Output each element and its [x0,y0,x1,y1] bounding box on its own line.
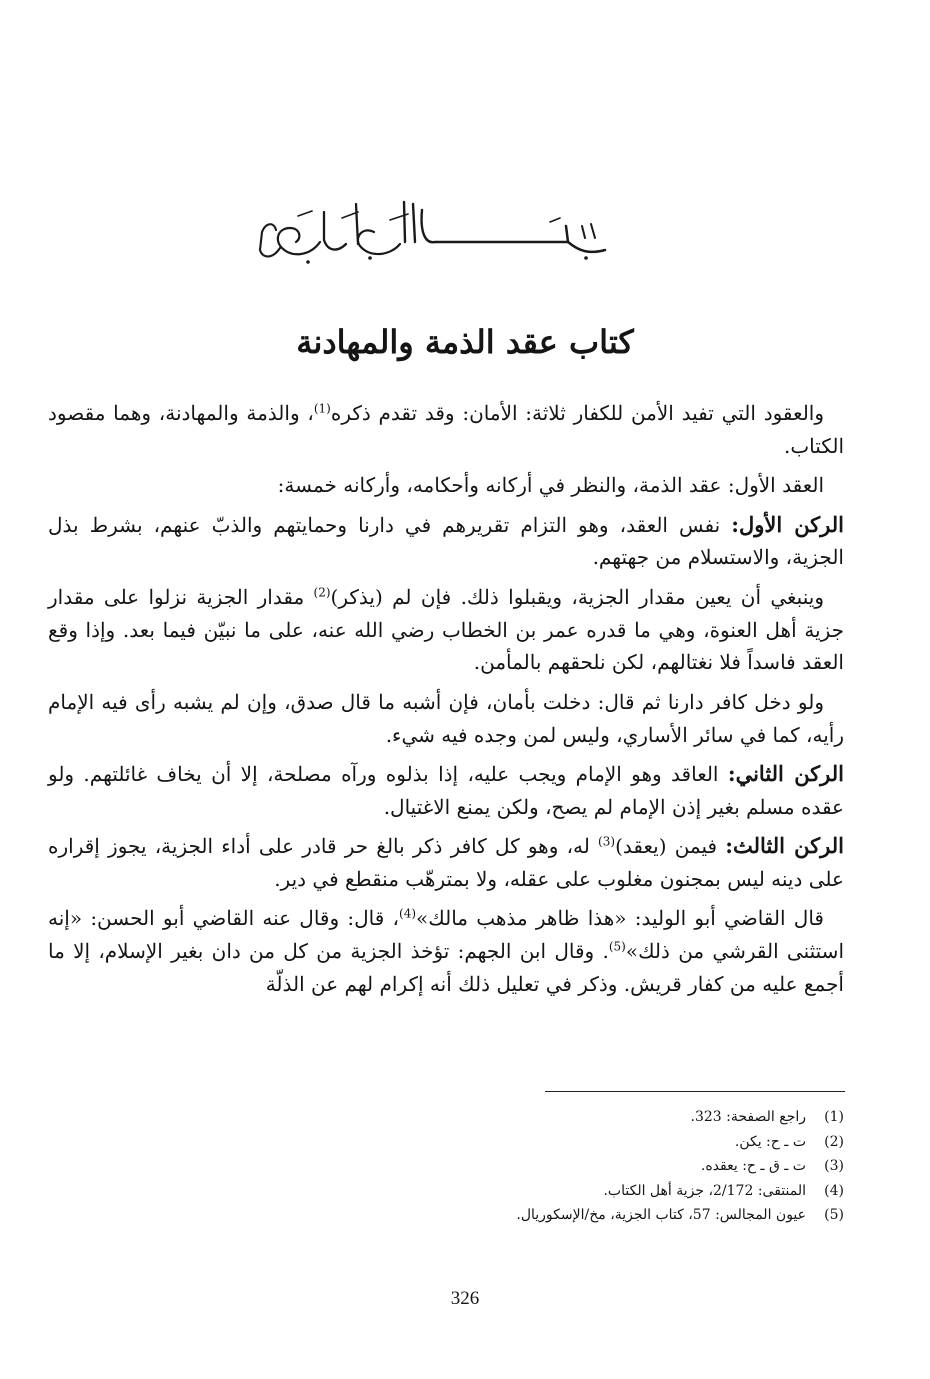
footnote-text: ت ـ ق ـ ح: يعقده. [700,1158,806,1174]
text: له، وهو كل كافر ذكر بالغ حر قادر على أداء الجزية، يجوز إقراره على دينه ليس بمجنون مغلوب على عقله، ولا بمترهّب منقطع في دير. [48,834,844,891]
text: قال القاضي أبو الوليد: «هذا ظاهر مذهب مالك» [416,906,824,931]
text: . وقال ابن الجهم: تؤخذ الجزية من كل من دان بغير الإسلام، إلا ما أجمع عليه من كفار قريش. وذكر في تعليل ذلك أنه إكرام لهم عن الذلّة [48,939,844,996]
chapter-title: كتاب عقد الذمة والمهادنة [296,323,634,361]
paragraph-5: ولو دخل كافر دارنا ثم قال: دخلت بأمان، فإن أشبه ما قال صدق، وإن لم يشبه رأى فيه الإمام رأيه، كما في سائر الأساري، وليس لمن وجده فيه شيء. [48,689,844,747]
footnote-number: (3) [824,1158,844,1174]
footnote-ref-2[interactable]: (2) [313,585,331,600]
footnote-5 [284,1203,844,1228]
paragraph-3 [48,509,844,574]
footnote-3 [284,1154,844,1179]
paragraph-2: العقد الأول: عقد الذمة، والنظر في أركانه وأحكامه، وأركانه خمسة: [277,473,824,498]
pillar-label: الركن الثالث: [725,833,844,859]
footnote-ref-4[interactable]: (4) [399,906,417,921]
footnote-number: (1) [824,1109,844,1125]
footnote-text: المنتقى: 2/172، جزية أهل الكتاب. [603,1182,806,1199]
footnote-ref-1[interactable]: (1) [313,401,331,416]
footnote-ref-5[interactable]: (5) [608,939,626,954]
footnote-2 [284,1130,844,1155]
pillar-label: الركن الأول: [731,511,844,537]
footnote-text: عيون المجالس: 57، كتاب الجزية، مخ/الإسكوريال. [516,1207,806,1223]
pillar-label: الركن الثاني: [727,761,844,787]
text: فيمن (يعقد) [615,834,726,859]
text: ، قال: وقال عنه القاضي أبو الحسن: «إنه استثنى القرشي من ذلك» [48,906,844,964]
footnote-text: راجع الصفحة: 323. [690,1109,806,1125]
footnotes [284,1105,844,1228]
text: مقدار الجزية نزلوا على مقدار جزية أهل العنوة، وهي ما قدره عمر بن الخطاب رضي الله عنه، على ما نبيّن فيما بعد. وإذا وقع العقد فاسداً فلا نغتالهم، لكن نلحقهم بالمأمن. [48,584,845,675]
page-number: 326 [450,1288,480,1309]
footnote-ref-3[interactable]: (3) [598,834,616,849]
paragraph-4 [48,581,844,679]
paragraph-7 [48,830,844,895]
text: العاقد وهو الإمام ويجب عليه، إذا بذلوه ورآه مصلحة، إلا أن يخاف غائلتهم. ولو عقده مسلم بغير إذن الإمام لم يصح، ولكن يمنع الاغتيال. [48,762,844,819]
footnote-text: ت ـ ح: يكن. [734,1133,806,1150]
footnote-number: (4) [824,1182,844,1199]
footnote-number: (5) [824,1207,844,1223]
text: والعقود التي تفيد الأمن للكفار ثلاثة: الأمان: وقد تقدم ذكره [330,401,825,425]
footnote-separator [545,1091,845,1092]
text: ، والذمة والمهادنة، وهما مقصود الكتاب. [48,401,844,458]
footnote-number: (2) [824,1133,844,1150]
footnote-1 [284,1105,844,1130]
text: وينبغي أن يعين مقدار الجزية، ويقبلوا ذلك. فإن لم (يذكر) [330,584,824,609]
paragraph-8 [48,902,844,1000]
main-text [48,397,844,1007]
footnote-4 [284,1179,844,1204]
paragraph-6 [48,758,844,823]
basmala-calligraphy [250,192,620,266]
paragraph-1 [48,397,844,462]
text: نفس العقد، وهو التزام تقريرهم في دارنا وحمايتهم والذبّ عنهم، بشرط بذل الجزية، والاستسلام من جهتهم. [48,512,844,570]
